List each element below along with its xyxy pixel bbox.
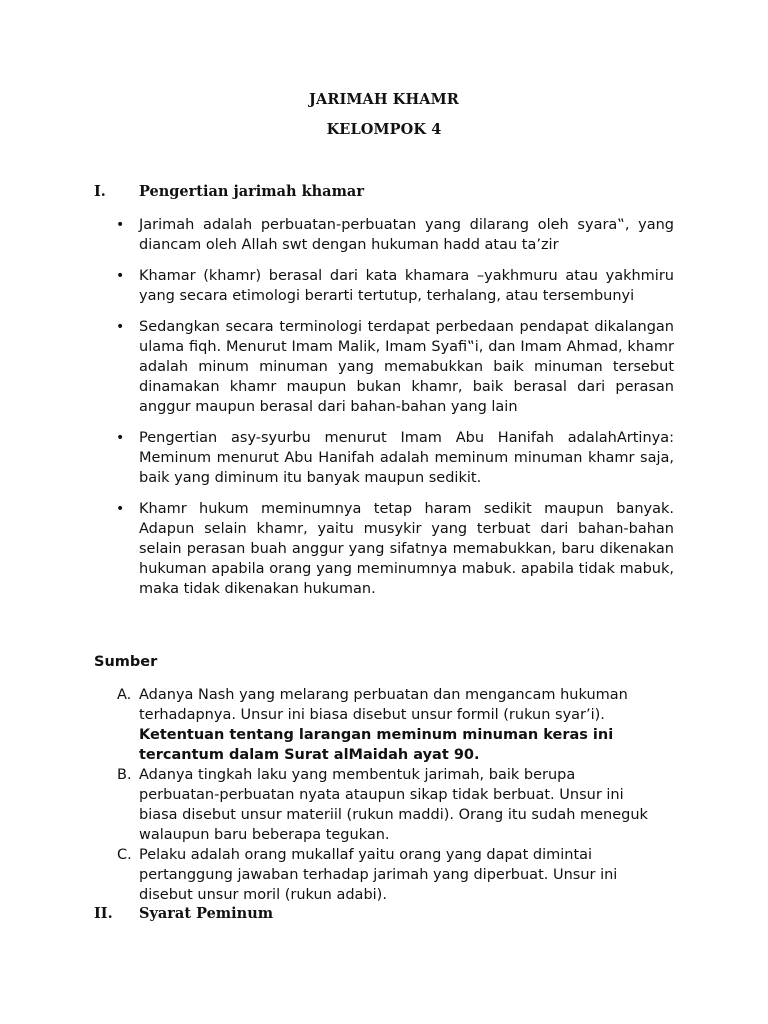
list-item-bold-note: Ketentuan tentang larangan meminum minuman keras ini tercantum dalam Surat alMaidah ayat 90. (139, 727, 614, 763)
bullet-icon: • (116, 501, 125, 517)
bullet-text: Khamr hukum meminumnya tetap haram sedikit maupun banyak. Adapun selain khamr, yaitu musykir yang terbuat dari bahan-bahan selain perasan buah anggur yang sifatnya memabukkan, baru dikenakan hukuman apabila orang yang meminumnya mabuk. apabila tidak mabuk, maka tidak dikenakan hukuman. (139, 501, 674, 597)
bullet-icon: • (116, 319, 125, 335)
list-letter: C. (117, 847, 132, 863)
list-item (114, 317, 674, 417)
bullet-text: Sedangkan secara terminologi terdapat perbedaan pendapat dikalangan ulama fiqh. Menurut Imam Malik, Imam Syafi‟i, dan Imam Ahmad, khamr adalah minum minuman yang memabukkan baik minuman tersebut dinamakan khamr maupun bukan khamr, baik berasal dari perasan anggur maupun berasal dari bahan-bahan yang lain (139, 319, 674, 415)
sumber-heading: Sumber (94, 654, 158, 670)
list-item (114, 685, 654, 765)
bullet-text: Khamar (khamr) berasal dari kata khamara –yakhmuru atau yakhmiru yang secara etimologi berarti tertutup, terhalang, atau tersembunyi (139, 268, 674, 304)
list-item-text: Adanya tingkah laku yang membentuk jarimah, baik berupa perbuatan-perbuatan nyata ataupun sikap tidak berbuat. Unsur ini biasa disebut unsur materiil (rukun maddi). Orang itu sudah meneguk walaupun baru beberapa tegukan. (139, 767, 648, 843)
bullet-icon: • (116, 217, 125, 233)
section-1-number: I. (94, 183, 106, 200)
section-1-heading: Pengertian jarimah khamar (139, 183, 364, 200)
bullet-text: Jarimah adalah perbuatan-perbuatan yang dilarang oleh syara‟, yang diancam oleh Allah swt dengan hukuman hadd atau ta’zir (139, 217, 674, 253)
list-item-text: Adanya Nash yang melarang perbuatan dan mengancam hukuman terhadapnya. Unsur ini biasa disebut unsur formil (rukun syar’i). (139, 687, 628, 723)
list-item (114, 428, 674, 488)
section-2-heading: Syarat Peminum (139, 905, 274, 922)
definition-bullet-list (114, 215, 674, 610)
document-title: JARIMAH KHAMR (309, 91, 459, 108)
list-item (114, 765, 654, 845)
list-letter: B. (117, 767, 132, 783)
list-item (114, 499, 674, 599)
list-item (114, 266, 674, 306)
sumber-list (114, 685, 654, 905)
list-item (114, 215, 674, 255)
section-2-number: II. (94, 905, 113, 922)
list-item-text: Pelaku adalah orang mukallaf yaitu orang yang dapat dimintai pertanggung jawaban terhadap jarimah yang diperbuat. Unsur ini disebut unsur moril (rukun adabi). (139, 847, 618, 903)
list-item (114, 845, 654, 905)
list-letter: A. (117, 687, 132, 703)
bullet-text: Pengertian asy-syurbu menurut Imam Abu Hanifah adalahArtinya: Meminum menurut Abu Hanifah adalah meminum minuman khamr saja, baik yang diminum itu banyak maupun sedikit. (139, 430, 674, 486)
document-subtitle: KELOMPOK 4 (326, 121, 442, 138)
bullet-icon: • (116, 268, 125, 284)
bullet-icon: • (116, 430, 125, 446)
